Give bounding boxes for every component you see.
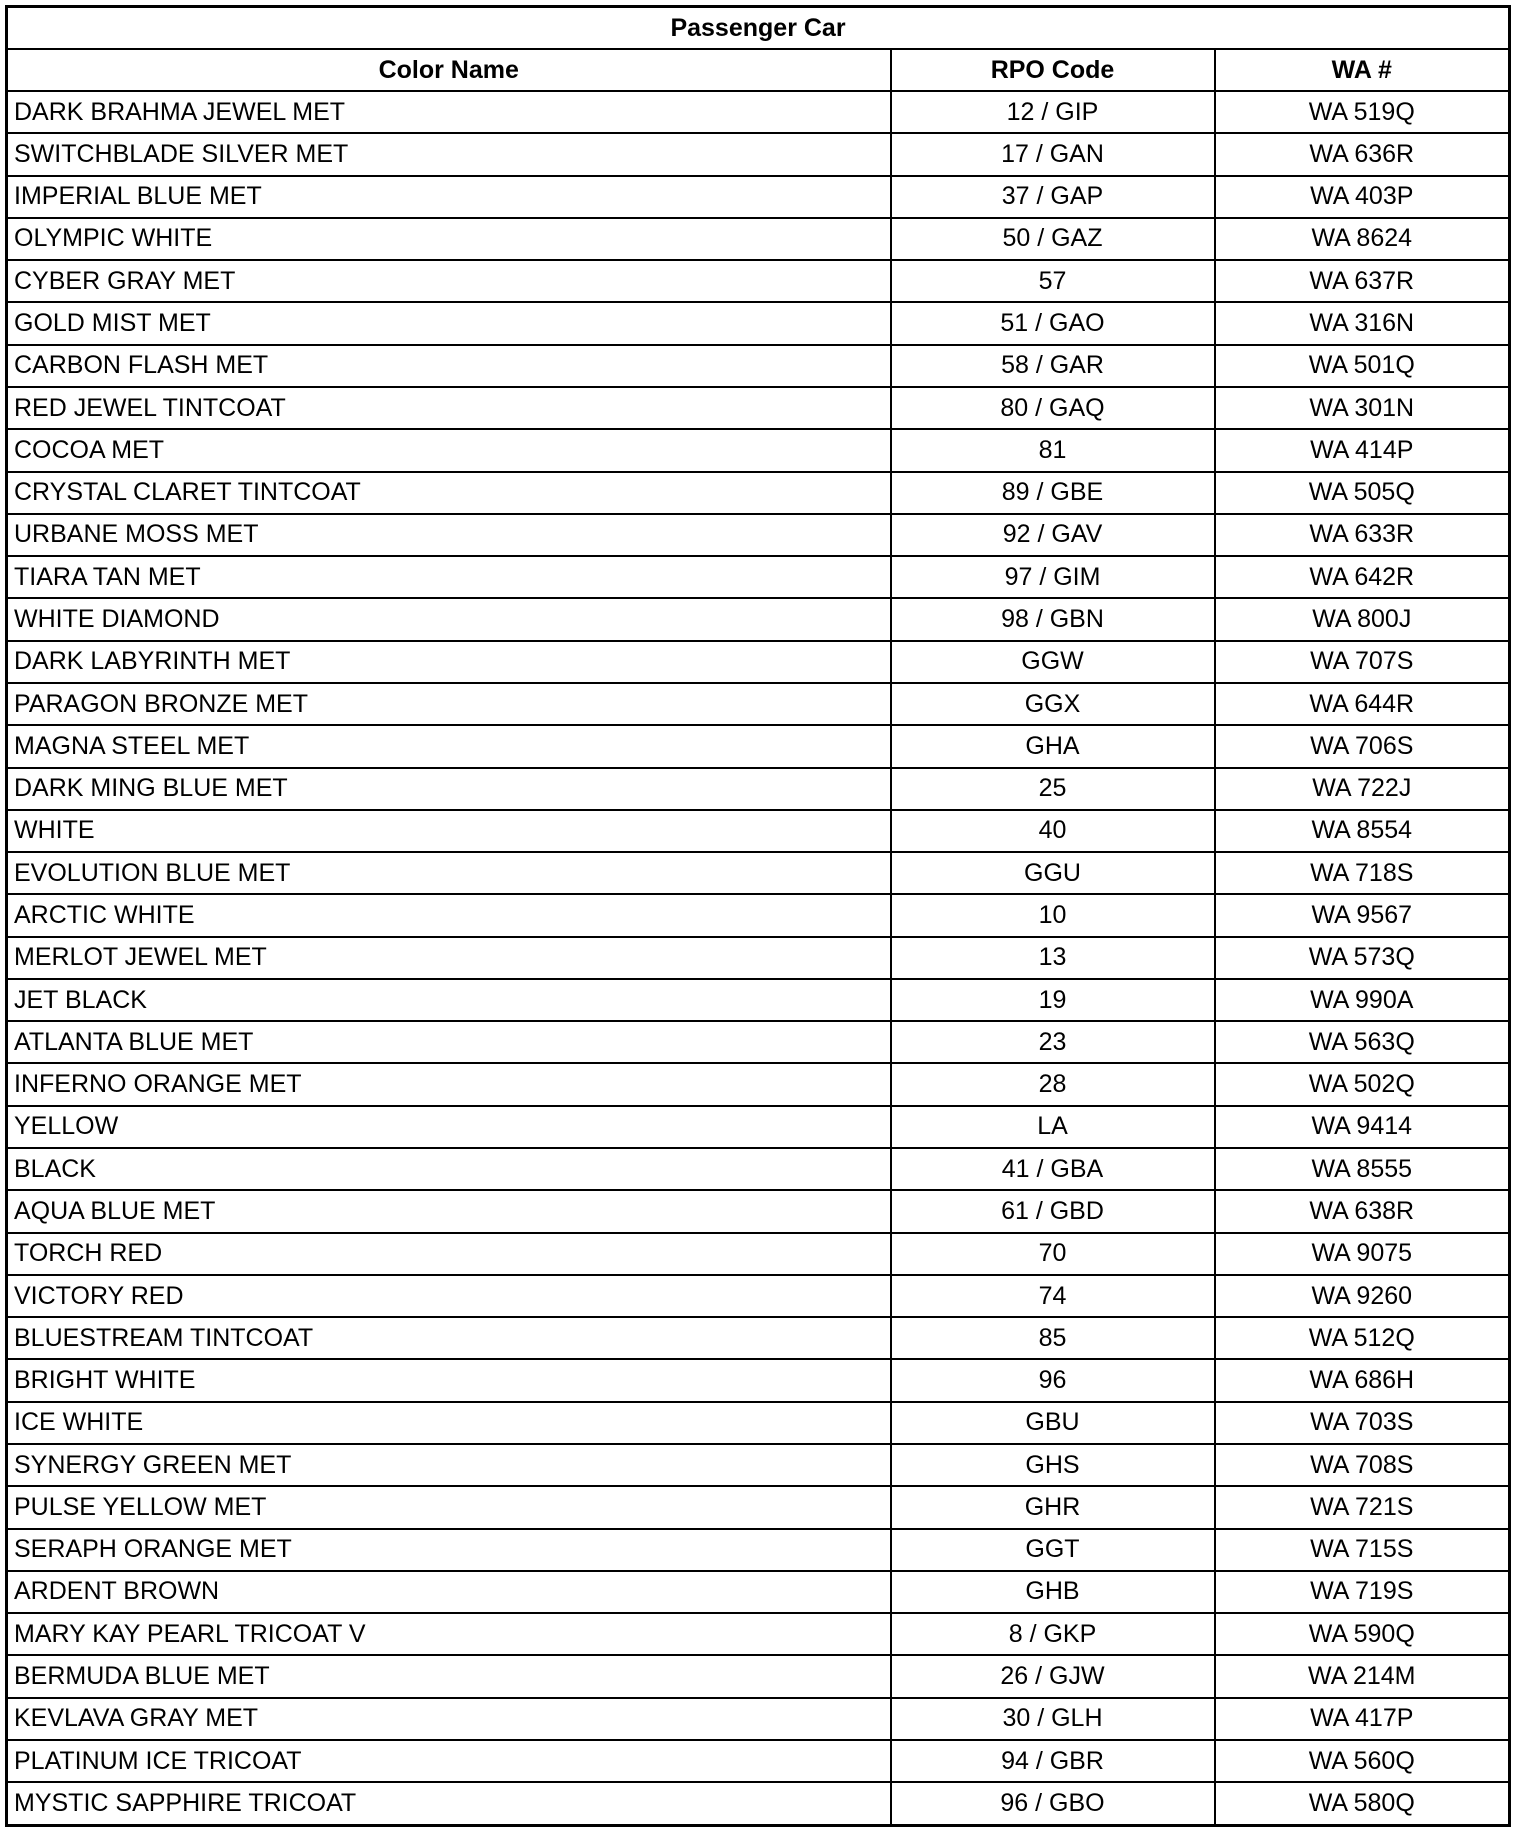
table-row bbox=[7, 1529, 1510, 1571]
table-row bbox=[7, 302, 1510, 344]
color-name-cell: BLACK bbox=[7, 1148, 891, 1190]
wa-number-cell: WA 800J bbox=[1215, 598, 1510, 640]
wa-number-cell: WA 316N bbox=[1215, 302, 1510, 344]
wa-number-cell: WA 301N bbox=[1215, 387, 1510, 429]
wa-number-cell: WA 707S bbox=[1215, 641, 1510, 683]
color-name-cell: CYBER GRAY MET bbox=[7, 260, 891, 302]
color-name-cell: EVOLUTION BLUE MET bbox=[7, 852, 891, 894]
wa-number-cell: WA 8624 bbox=[1215, 218, 1510, 260]
rpo-code-cell: 58 / GAR bbox=[891, 345, 1215, 387]
table-row bbox=[7, 1782, 1510, 1825]
wa-number-cell: WA 563Q bbox=[1215, 1021, 1510, 1063]
table-title-row bbox=[7, 7, 1510, 50]
color-name-cell: TIARA TAN MET bbox=[7, 556, 891, 598]
color-name-cell: RED JEWEL TINTCOAT bbox=[7, 387, 891, 429]
table-row bbox=[7, 683, 1510, 725]
table-row bbox=[7, 1317, 1510, 1359]
color-name-cell: KEVLAVA GRAY MET bbox=[7, 1698, 891, 1740]
rpo-code-cell: GHS bbox=[891, 1444, 1215, 1486]
table-row bbox=[7, 1402, 1510, 1444]
color-name-cell: IMPERIAL BLUE MET bbox=[7, 176, 891, 218]
color-name-cell: ATLANTA BLUE MET bbox=[7, 1021, 891, 1063]
table-row bbox=[7, 641, 1510, 683]
color-name-cell: DARK MING BLUE MET bbox=[7, 768, 891, 810]
table-row bbox=[7, 1359, 1510, 1401]
rpo-code-cell: 92 / GAV bbox=[891, 514, 1215, 556]
color-name-cell: SWITCHBLADE SILVER MET bbox=[7, 133, 891, 175]
color-name-cell: BLUESTREAM TINTCOAT bbox=[7, 1317, 891, 1359]
rpo-code-cell: 98 / GBN bbox=[891, 598, 1215, 640]
color-name-cell: SERAPH ORANGE MET bbox=[7, 1529, 891, 1571]
table-row bbox=[7, 894, 1510, 936]
rpo-code-cell: GGU bbox=[891, 852, 1215, 894]
wa-number-cell: WA 580Q bbox=[1215, 1782, 1510, 1825]
wa-number-cell: WA 9260 bbox=[1215, 1275, 1510, 1317]
rpo-code-cell: 30 / GLH bbox=[891, 1698, 1215, 1740]
rpo-code-cell: LA bbox=[891, 1106, 1215, 1148]
color-name-cell: CRYSTAL CLARET TINTCOAT bbox=[7, 472, 891, 514]
table-row bbox=[7, 979, 1510, 1021]
color-name-cell: BRIGHT WHITE bbox=[7, 1359, 891, 1401]
wa-number-cell: WA 703S bbox=[1215, 1402, 1510, 1444]
color-name-cell: MERLOT JEWEL MET bbox=[7, 937, 891, 979]
rpo-code-cell: GGW bbox=[891, 641, 1215, 683]
wa-number-cell: WA 719S bbox=[1215, 1571, 1510, 1613]
passenger-car-color-table bbox=[5, 5, 1511, 1827]
table-row bbox=[7, 1106, 1510, 1148]
passenger-car-color-table-container bbox=[5, 5, 1508, 1827]
rpo-code-cell: 40 bbox=[891, 810, 1215, 852]
wa-number-cell: WA 9414 bbox=[1215, 1106, 1510, 1148]
table-row bbox=[7, 1444, 1510, 1486]
rpo-code-cell: 61 / GBD bbox=[891, 1190, 1215, 1232]
table-row bbox=[7, 1655, 1510, 1697]
wa-number-cell: WA 502Q bbox=[1215, 1063, 1510, 1105]
wa-number-cell: WA 9567 bbox=[1215, 894, 1510, 936]
color-name-cell: URBANE MOSS MET bbox=[7, 514, 891, 556]
rpo-code-cell: 96 bbox=[891, 1359, 1215, 1401]
rpo-code-cell: 97 / GIM bbox=[891, 556, 1215, 598]
color-name-cell: PLATINUM ICE TRICOAT bbox=[7, 1740, 891, 1782]
table-row bbox=[7, 852, 1510, 894]
table-row bbox=[7, 1233, 1510, 1275]
rpo-code-cell: 10 bbox=[891, 894, 1215, 936]
rpo-code-cell: 80 / GAQ bbox=[891, 387, 1215, 429]
color-name-cell: ICE WHITE bbox=[7, 1402, 891, 1444]
rpo-code-cell: 81 bbox=[891, 429, 1215, 471]
wa-number-cell: WA 708S bbox=[1215, 1444, 1510, 1486]
wa-number-cell: WA 718S bbox=[1215, 852, 1510, 894]
wa-number-cell: WA 512Q bbox=[1215, 1317, 1510, 1359]
color-name-cell: ARDENT BROWN bbox=[7, 1571, 891, 1613]
rpo-code-cell: 94 / GBR bbox=[891, 1740, 1215, 1782]
table-row bbox=[7, 91, 1510, 133]
table-row bbox=[7, 1613, 1510, 1655]
table-title: Passenger Car bbox=[7, 7, 1510, 50]
table-header-row bbox=[7, 49, 1510, 91]
table-row bbox=[7, 1740, 1510, 1782]
rpo-code-cell: 28 bbox=[891, 1063, 1215, 1105]
color-name-cell: MYSTIC SAPPHIRE TRICOAT bbox=[7, 1782, 891, 1825]
rpo-code-cell: 89 / GBE bbox=[891, 472, 1215, 514]
rpo-code-cell: 41 / GBA bbox=[891, 1148, 1215, 1190]
color-name-cell: ARCTIC WHITE bbox=[7, 894, 891, 936]
color-name-cell: SYNERGY GREEN MET bbox=[7, 1444, 891, 1486]
table-row bbox=[7, 514, 1510, 556]
table-row bbox=[7, 598, 1510, 640]
wa-number-cell: WA 214M bbox=[1215, 1655, 1510, 1697]
table-row bbox=[7, 725, 1510, 767]
rpo-code-cell: 13 bbox=[891, 937, 1215, 979]
color-name-cell: JET BLACK bbox=[7, 979, 891, 1021]
table-row bbox=[7, 937, 1510, 979]
table-row bbox=[7, 218, 1510, 260]
color-name-cell: BERMUDA BLUE MET bbox=[7, 1655, 891, 1697]
color-name-cell: PULSE YELLOW MET bbox=[7, 1486, 891, 1528]
wa-number-cell: WA 8555 bbox=[1215, 1148, 1510, 1190]
wa-number-cell: WA 722J bbox=[1215, 768, 1510, 810]
wa-number-cell: WA 560Q bbox=[1215, 1740, 1510, 1782]
color-name-cell: DARK BRAHMA JEWEL MET bbox=[7, 91, 891, 133]
rpo-code-cell: 57 bbox=[891, 260, 1215, 302]
rpo-code-cell: 12 / GIP bbox=[891, 91, 1215, 133]
color-name-cell: PARAGON BRONZE MET bbox=[7, 683, 891, 725]
rpo-code-cell: 96 / GBO bbox=[891, 1782, 1215, 1825]
table-row bbox=[7, 768, 1510, 810]
table-row bbox=[7, 1063, 1510, 1105]
wa-number-cell: WA 721S bbox=[1215, 1486, 1510, 1528]
wa-number-cell: WA 633R bbox=[1215, 514, 1510, 556]
rpo-code-cell: GGX bbox=[891, 683, 1215, 725]
wa-number-cell: WA 414P bbox=[1215, 429, 1510, 471]
table-row bbox=[7, 556, 1510, 598]
wa-number-cell: WA 642R bbox=[1215, 556, 1510, 598]
wa-number-cell: WA 706S bbox=[1215, 725, 1510, 767]
rpo-code-cell: 51 / GAO bbox=[891, 302, 1215, 344]
table-row bbox=[7, 810, 1510, 852]
wa-number-cell: WA 403P bbox=[1215, 176, 1510, 218]
color-name-cell: COCOA MET bbox=[7, 429, 891, 471]
color-name-cell: WHITE DIAMOND bbox=[7, 598, 891, 640]
color-name-cell: WHITE bbox=[7, 810, 891, 852]
column-header-rpo-code: RPO Code bbox=[891, 49, 1215, 91]
rpo-code-cell: 25 bbox=[891, 768, 1215, 810]
color-name-cell: OLYMPIC WHITE bbox=[7, 218, 891, 260]
wa-number-cell: WA 715S bbox=[1215, 1529, 1510, 1571]
table-row bbox=[7, 1698, 1510, 1740]
wa-number-cell: WA 505Q bbox=[1215, 472, 1510, 514]
rpo-code-cell: 26 / GJW bbox=[891, 1655, 1215, 1697]
table-row bbox=[7, 133, 1510, 175]
rpo-code-cell: 50 / GAZ bbox=[891, 218, 1215, 260]
wa-number-cell: WA 417P bbox=[1215, 1698, 1510, 1740]
rpo-code-cell: 23 bbox=[891, 1021, 1215, 1063]
rpo-code-cell: GBU bbox=[891, 1402, 1215, 1444]
color-name-cell: TORCH RED bbox=[7, 1233, 891, 1275]
color-name-cell: MAGNA STEEL MET bbox=[7, 725, 891, 767]
table-row bbox=[7, 1190, 1510, 1232]
rpo-code-cell: GHR bbox=[891, 1486, 1215, 1528]
wa-number-cell: WA 501Q bbox=[1215, 345, 1510, 387]
table-row bbox=[7, 1021, 1510, 1063]
column-header-wa-number: WA # bbox=[1215, 49, 1510, 91]
rpo-code-cell: 37 / GAP bbox=[891, 176, 1215, 218]
color-name-cell: VICTORY RED bbox=[7, 1275, 891, 1317]
wa-number-cell: WA 637R bbox=[1215, 260, 1510, 302]
table-row bbox=[7, 1148, 1510, 1190]
table-row bbox=[7, 176, 1510, 218]
table-row bbox=[7, 1275, 1510, 1317]
table-row bbox=[7, 1486, 1510, 1528]
wa-number-cell: WA 9075 bbox=[1215, 1233, 1510, 1275]
rpo-code-cell: 85 bbox=[891, 1317, 1215, 1359]
rpo-code-cell: 70 bbox=[891, 1233, 1215, 1275]
color-name-cell: CARBON FLASH MET bbox=[7, 345, 891, 387]
wa-number-cell: WA 636R bbox=[1215, 133, 1510, 175]
rpo-code-cell: 19 bbox=[891, 979, 1215, 1021]
wa-number-cell: WA 519Q bbox=[1215, 91, 1510, 133]
color-name-cell: YELLOW bbox=[7, 1106, 891, 1148]
table-row bbox=[7, 472, 1510, 514]
color-name-cell: DARK LABYRINTH MET bbox=[7, 641, 891, 683]
table-row bbox=[7, 387, 1510, 429]
rpo-code-cell: 17 / GAN bbox=[891, 133, 1215, 175]
color-name-cell: AQUA BLUE MET bbox=[7, 1190, 891, 1232]
color-name-cell: GOLD MIST MET bbox=[7, 302, 891, 344]
rpo-code-cell: GHB bbox=[891, 1571, 1215, 1613]
color-name-cell: MARY KAY PEARL TRICOAT V bbox=[7, 1613, 891, 1655]
wa-number-cell: WA 573Q bbox=[1215, 937, 1510, 979]
wa-number-cell: WA 8554 bbox=[1215, 810, 1510, 852]
wa-number-cell: WA 590Q bbox=[1215, 1613, 1510, 1655]
column-header-color-name: Color Name bbox=[7, 49, 891, 91]
color-name-cell: INFERNO ORANGE MET bbox=[7, 1063, 891, 1105]
wa-number-cell: WA 686H bbox=[1215, 1359, 1510, 1401]
wa-number-cell: WA 638R bbox=[1215, 1190, 1510, 1232]
table-body bbox=[7, 91, 1510, 1826]
wa-number-cell: WA 990A bbox=[1215, 979, 1510, 1021]
rpo-code-cell: 8 / GKP bbox=[891, 1613, 1215, 1655]
table-row bbox=[7, 429, 1510, 471]
rpo-code-cell: 74 bbox=[891, 1275, 1215, 1317]
table-row bbox=[7, 260, 1510, 302]
rpo-code-cell: GGT bbox=[891, 1529, 1215, 1571]
wa-number-cell: WA 644R bbox=[1215, 683, 1510, 725]
table-row bbox=[7, 1571, 1510, 1613]
table-row bbox=[7, 345, 1510, 387]
rpo-code-cell: GHA bbox=[891, 725, 1215, 767]
